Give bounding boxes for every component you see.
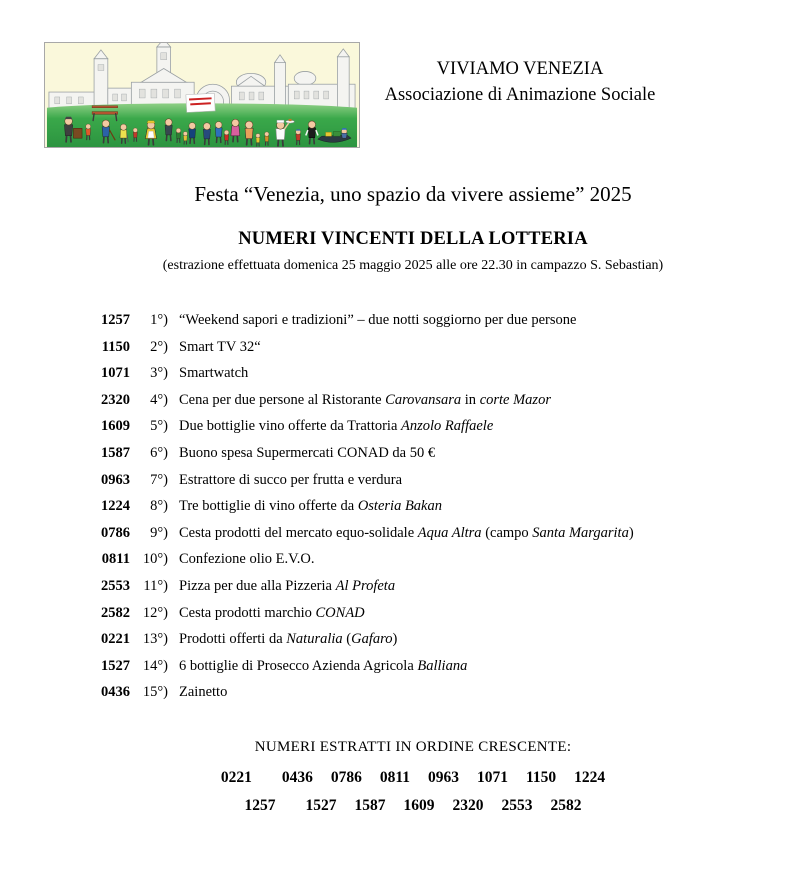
prize-row [84, 392, 634, 419]
sorted-number: 1257 [244, 796, 276, 814]
sorted-numbers-row [38, 764, 788, 792]
prize-description: “Weekend sapori e tradizioni” – due notti soggiorno per due persone [179, 312, 577, 328]
prize-rank: 10°) [142, 551, 168, 568]
prize-rank: 11°) [143, 577, 168, 594]
prize-ticket-number: 1257 [101, 312, 130, 328]
prize-ticket-number: 2582 [101, 604, 130, 621]
prize-description: Estrattore di succo per frutta e verdura [179, 471, 403, 488]
prize-row [84, 312, 634, 339]
prize-rank: 3°) [150, 365, 168, 382]
sorted-numbers-rows [38, 764, 788, 819]
sorted-numbers-row [38, 792, 788, 820]
sorted-number: 1527 [305, 796, 337, 814]
prize-row [84, 684, 634, 711]
prize-description: Due bottiglie vino offerte da Trattoria Anzolo Raffaele [179, 418, 494, 435]
prize-ticket-number: 1150 [101, 338, 130, 355]
sorted-number: 0811 [379, 769, 410, 786]
prize-description: Confezione olio E.V.O. [179, 551, 315, 568]
prize-row [84, 498, 634, 525]
prize-row [84, 631, 634, 658]
prize-description: Zainetto [179, 684, 228, 701]
prize-ticket-number: 0963 [101, 471, 130, 488]
prize-rank: 2°) [150, 338, 168, 355]
sorted-number: 2553 [501, 796, 533, 814]
prize-ticket-number: 0221 [101, 631, 130, 648]
prize-description: Tre bottiglie di vino offerte da Osteria Bakan [179, 498, 442, 515]
prize-ticket-number: 0811 [101, 551, 130, 568]
prize-rank: 4°) [150, 391, 168, 408]
prize-ticket-number: 1527 [101, 657, 130, 674]
prize-row [84, 551, 634, 578]
sorted-number: 1587 [354, 796, 386, 814]
prize-rank: 15°) [142, 684, 168, 701]
lottery-heading: NUMERI VINCENTI DELLA LOTTERIA [238, 229, 588, 249]
sorted-number: 0221 [220, 769, 252, 786]
prize-row [84, 578, 634, 605]
prize-row [84, 658, 634, 685]
sorted-number: 0436 [281, 769, 313, 786]
prize-ticket-number: 0786 [101, 524, 130, 541]
prize-rank: 13°) [142, 631, 168, 648]
prize-rank: 1°) [150, 312, 168, 328]
prize-row [84, 339, 634, 366]
prize-rank: 8°) [150, 498, 168, 515]
festival-title: Festa “Venezia, uno spazio da vivere assieme” 2025 [194, 182, 632, 206]
prize-rank: 5°) [150, 418, 168, 435]
org-header [368, 56, 672, 108]
org-subtitle: Associazione di Animazione Sociale [384, 85, 656, 105]
prize-description: Prodotti offerti da Naturalia (Gafaro) [179, 631, 398, 648]
prize-ticket-number: 2553 [101, 577, 130, 594]
venice-campo-cartoon [45, 43, 359, 147]
sorted-number: 1150 [526, 769, 557, 786]
sorted-number: 2582 [550, 796, 582, 814]
prize-ticket-number: 1071 [101, 365, 130, 382]
prize-list [84, 312, 634, 711]
sorted-number: 2320 [452, 796, 484, 814]
prize-description: Cesta prodotti marchio CONAD [179, 604, 365, 621]
prize-row [84, 445, 634, 472]
prize-rank: 12°) [142, 604, 168, 621]
prize-rank: 7°) [150, 471, 168, 488]
prize-ticket-number: 1587 [101, 444, 130, 461]
prize-rank: 14°) [142, 657, 168, 674]
prize-ticket-number: 1609 [101, 418, 130, 435]
sorted-number: 1224 [574, 769, 606, 786]
prize-description: Smart TV 32“ [179, 338, 261, 355]
org-name: VIVIAMO VENEZIA [436, 59, 604, 79]
sorted-number: 0963 [428, 769, 459, 786]
prize-description: Smartwatch [179, 365, 249, 382]
prize-description: Cesta prodotti del mercato equo-solidale Aqua Altra (campo Santa Margarita) [179, 524, 634, 541]
prize-description: Buono spesa Supermercati CONAD da 50 € [179, 444, 436, 461]
prize-ticket-number: 2320 [101, 391, 130, 408]
slogan-banner [186, 93, 215, 112]
prize-row [84, 472, 634, 499]
prize-rank: 9°) [150, 524, 168, 541]
sorted-numbers-heading: NUMERI ESTRATTI IN ORDINE CRESCENTE: [254, 739, 572, 755]
prize-ticket-number: 1224 [101, 498, 130, 515]
prize-row [84, 605, 634, 632]
prize-row [84, 365, 634, 392]
prize-row [84, 525, 634, 552]
prize-row [84, 418, 634, 445]
festival-illustration [44, 42, 360, 148]
prize-description: 6 bottiglie di Prosecco Azienda Agricola Balliana [179, 657, 468, 674]
lottery-subheading: (estrazione effettuata domenica 25 maggio 2025 alle ore 22.30 in campazzo S. Sebastian) [162, 258, 664, 273]
prize-description: Cena per due persone al Ristorante Carovansara in corte Mazor [179, 391, 551, 408]
sorted-number: 1071 [477, 769, 508, 786]
sorted-number: 0786 [330, 769, 362, 786]
sorted-number: 1609 [403, 796, 435, 814]
prize-rank: 6°) [150, 444, 168, 461]
prize-description: Pizza per due alla Pizzeria Al Profeta [179, 577, 396, 594]
prize-ticket-number: 0436 [101, 684, 130, 701]
